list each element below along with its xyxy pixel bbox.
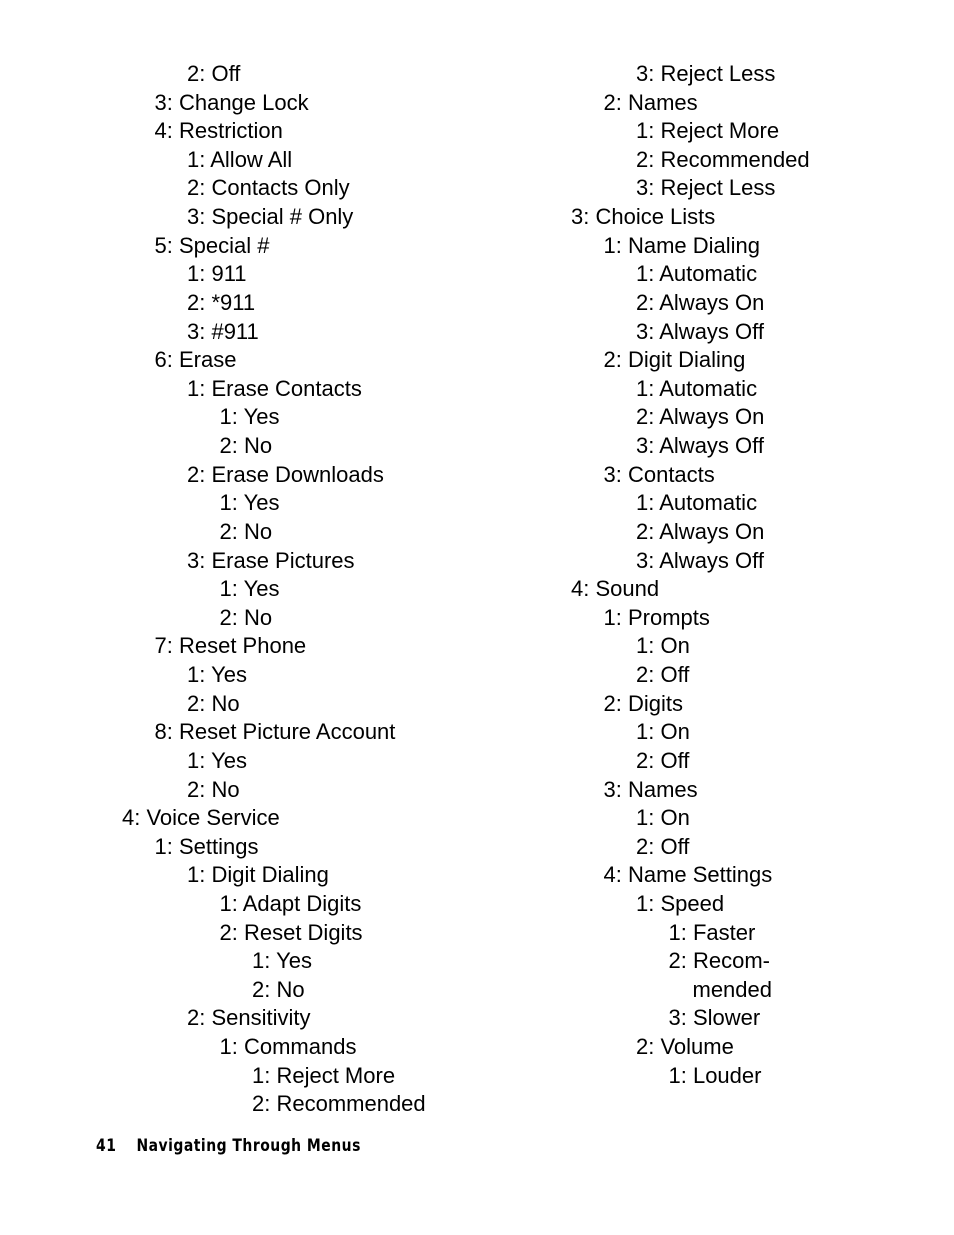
menu-item-level-3: 1: Yes bbox=[219, 404, 280, 430]
menu-item-level-2: 1: Automatic bbox=[636, 261, 758, 287]
menu-item-level-2: 2: Sensitivity bbox=[187, 1005, 311, 1031]
menu-item-level-2: 3: Reject Less bbox=[636, 61, 776, 86]
menu-item-level-2: 2: Erase Downloads bbox=[187, 461, 384, 487]
menu-item-level-3: 1: Yes bbox=[219, 490, 280, 516]
menu-item-level-2: 1: Erase Contacts bbox=[187, 375, 362, 401]
menu-item-level-0: 4: Voice Service bbox=[122, 805, 280, 831]
menu-item-level-2: 1: Automatic bbox=[636, 490, 758, 516]
menu-item-level-1: 2: Digits bbox=[603, 690, 683, 716]
menu-item-level-1: 2: Digit Dialing bbox=[603, 347, 746, 373]
menu-item-level-1: 4: Restriction bbox=[154, 118, 283, 144]
menu-item-level-4: 1: Yes bbox=[252, 948, 312, 974]
menu-item-level-1: 4: Name Settings bbox=[603, 862, 773, 888]
menu-item-level-2: 1: 911 bbox=[187, 261, 247, 287]
menu-item-level-2: 2: Volume bbox=[636, 1034, 734, 1060]
menu-item-level-2: 1: Yes bbox=[187, 747, 247, 773]
menu-item-level-1: 5: Special # bbox=[154, 232, 270, 258]
menu-item-level-1: 3: Change Lock bbox=[154, 89, 309, 115]
menu-item-level-3: 1: Commands bbox=[219, 1034, 357, 1060]
menu-item-level-2: 2: Off bbox=[636, 833, 690, 859]
menu-item-level-3: 1: Yes bbox=[219, 576, 280, 602]
menu-item-level-1: 1: Prompts bbox=[603, 604, 710, 630]
menu-item-level-1: 1: Name Dialing bbox=[603, 232, 761, 258]
menu-item-level-3: 3: Slower bbox=[668, 1005, 761, 1031]
menu-item-level-2: 2: Off bbox=[187, 61, 241, 86]
menu-item-level-2: 1: Automatic bbox=[636, 375, 758, 401]
menu-item-level-2: 2: Always On bbox=[636, 289, 765, 315]
menu-item-level-0: 4: Sound bbox=[571, 576, 660, 602]
menu-item-level-1: 2: Names bbox=[603, 89, 698, 115]
menu-item-level-2: 2: Always On bbox=[636, 518, 765, 544]
menu-item-level-1: 7: Reset Phone bbox=[154, 633, 307, 659]
menu-item-level-2: 2: Always On bbox=[636, 404, 765, 430]
menu-item-level-2: 1: Digit Dialing bbox=[187, 862, 329, 888]
menu-item-level-3: 2: Recom- bbox=[668, 948, 770, 974]
menu-item-level-3: 2: No bbox=[219, 518, 273, 544]
menu-item-level-3: 1: Louder bbox=[668, 1062, 762, 1088]
menu-item-level-2: 1: On bbox=[636, 633, 690, 659]
menu-item-level-2: 2: Off bbox=[636, 747, 690, 773]
menu-item-level-2: 3: Always Off bbox=[636, 433, 764, 459]
menu-item-level-2: 1: Speed bbox=[636, 890, 725, 916]
menu-item-level-3: mended bbox=[692, 976, 773, 1002]
menu-item-level-2: 2: Contacts Only bbox=[187, 175, 350, 201]
page-footer bbox=[96, 1136, 361, 1156]
menu-item-level-2: 2: Off bbox=[636, 662, 690, 688]
menu-item-level-2: 3: Special # Only bbox=[187, 204, 354, 230]
menu-item-level-2: 3: #911 bbox=[187, 318, 259, 344]
menu-item-level-3: 2: Reset Digits bbox=[219, 919, 363, 945]
section-title: Navigating Through Menus bbox=[136, 1136, 361, 1156]
page-number: 41 bbox=[96, 1136, 117, 1156]
menu-item-level-0: 3: Choice Lists bbox=[571, 204, 716, 230]
menu-item-level-4: 2: Recommended bbox=[252, 1091, 426, 1117]
menu-item-level-2: 1: On bbox=[636, 719, 690, 745]
menu-item-level-1: 3: Contacts bbox=[603, 461, 715, 487]
menu-item-level-1: 8: Reset Picture Account bbox=[154, 719, 396, 745]
menu-item-level-4: 1: Reject More bbox=[252, 1062, 396, 1088]
menu-item-level-1: 3: Names bbox=[603, 776, 698, 802]
menu-item-level-2: 2: No bbox=[187, 690, 240, 716]
menu-item-level-3: 2: No bbox=[219, 604, 273, 630]
menu-item-level-1: 1: Settings bbox=[154, 833, 259, 859]
menu-item-level-3: 1: Faster bbox=[668, 919, 756, 945]
menu-item-level-2: 1: Yes bbox=[187, 662, 247, 688]
menu-item-level-2: 1: On bbox=[636, 805, 690, 831]
menu-item-level-2: 2: Recommended bbox=[636, 146, 810, 172]
menu-item-level-2: 3: Always Off bbox=[636, 318, 764, 344]
menu-item-level-4: 2: No bbox=[252, 976, 305, 1002]
menu-item-level-1: 6: Erase bbox=[154, 347, 237, 373]
menu-item-level-3: 2: No bbox=[219, 433, 273, 459]
menu-item-level-2: 2: *911 bbox=[187, 289, 256, 315]
menu-item-level-2: 1: Allow All bbox=[187, 146, 293, 172]
menu-item-level-2: 3: Always Off bbox=[636, 547, 764, 573]
menu-item-level-2: 2: No bbox=[187, 776, 240, 802]
menu-item-level-2: 1: Reject More bbox=[636, 118, 780, 144]
menu-item-level-3: 1: Adapt Digits bbox=[219, 890, 362, 916]
menu-item-level-2: 3: Erase Pictures bbox=[187, 547, 355, 573]
menu-item-level-2: 3: Reject Less bbox=[636, 175, 776, 201]
